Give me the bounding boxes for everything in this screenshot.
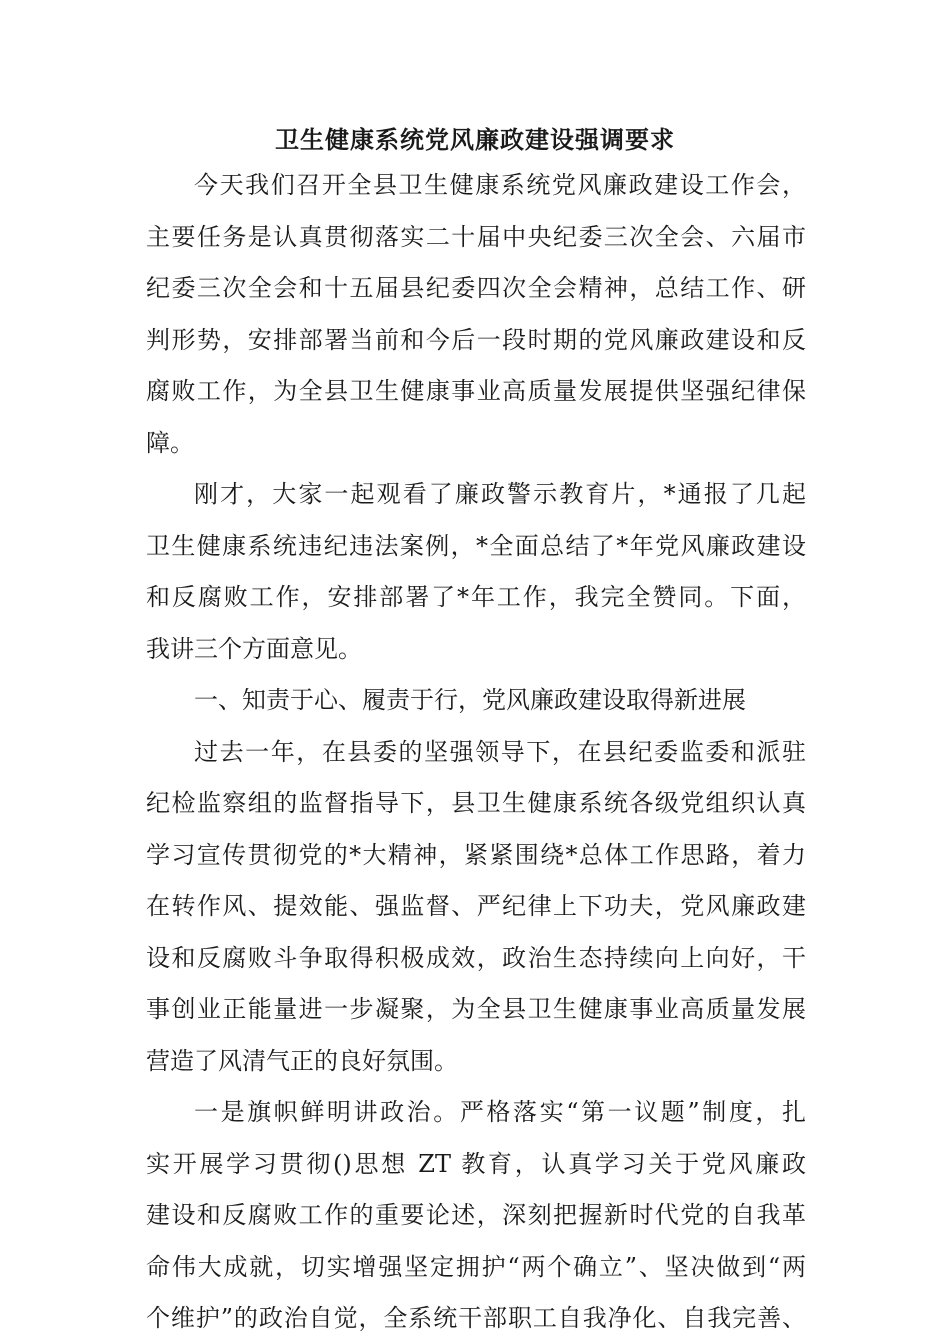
paragraph-line: 纪检监察组的监督指导下，县卫生健康系统各级党组织认真 [146, 789, 806, 817]
paragraph-line: 实开展学习贯彻()思想 ZT 教育，认真学习关于党风廉政 [146, 1150, 806, 1178]
paragraph-line: 事创业正能量进一步凝聚，为全县卫生健康事业高质量发展 [146, 995, 806, 1023]
paragraph-line: 命伟大成就，切实增强坚定拥护“两个确立”、坚决做到“两 [146, 1253, 806, 1281]
paragraph-line: 建设和反腐败工作的重要论述，深刻把握新时代党的自我革 [146, 1201, 806, 1229]
paragraph-line: 我讲三个方面意见。 [146, 635, 362, 663]
paragraph-line: 纪委三次全会和十五届县纪委四次全会精神，总结工作、研 [146, 274, 806, 302]
document-title: 卫生健康系统党风廉政建设强调要求 [275, 125, 675, 154]
paragraph-line: 在转作风、提效能、强监督、严纪律上下功夫，党风廉政建 [146, 892, 806, 920]
paragraph-line: 个维护”的政治自觉，全系统干部职工自我净化、自我完善、 [146, 1304, 806, 1332]
paragraph-line: 刚才，大家一起观看了廉政警示教育片，*通报了几起 [194, 480, 806, 508]
paragraph-line: 和反腐败工作，安排部署了*年工作，我完全赞同。下面， [146, 583, 806, 611]
paragraph-line: 判形势，安排部署当前和今后一段时期的党风廉政建设和反 [146, 326, 806, 354]
paragraph-line: 一是旗帜鲜明讲政治。严格落实“第一议题”制度，扎 [194, 1098, 806, 1126]
paragraph-line: 主要任务是认真贯彻落实二十届中央纪委三次全会、六届市 [146, 223, 806, 251]
paragraph-line: 过去一年，在县委的坚强领导下，在县纪委监委和派驻 [194, 738, 806, 766]
paragraph-line: 设和反腐败斗争取得积极成效，政治生态持续向上向好，干 [146, 944, 806, 972]
paragraph-line: 今天我们召开全县卫生健康系统党风廉政建设工作会， [194, 171, 806, 199]
paragraph-line: 卫生健康系统违纪违法案例，*全面总结了*年党风廉政建设 [146, 532, 806, 560]
paragraph-line: 障。 [146, 429, 194, 457]
paragraph-line: 学习宣传贯彻党的*大精神，紧紧围绕*总体工作思路，着力 [146, 841, 806, 869]
paragraph-line: 营造了风清气正的良好氛围。 [146, 1047, 458, 1075]
paragraph-line: 腐败工作，为全县卫生健康事业高质量发展提供坚强纪律保 [146, 377, 806, 405]
section-heading: 一、知责于心、履责于行，党风廉政建设取得新进展 [194, 686, 746, 714]
